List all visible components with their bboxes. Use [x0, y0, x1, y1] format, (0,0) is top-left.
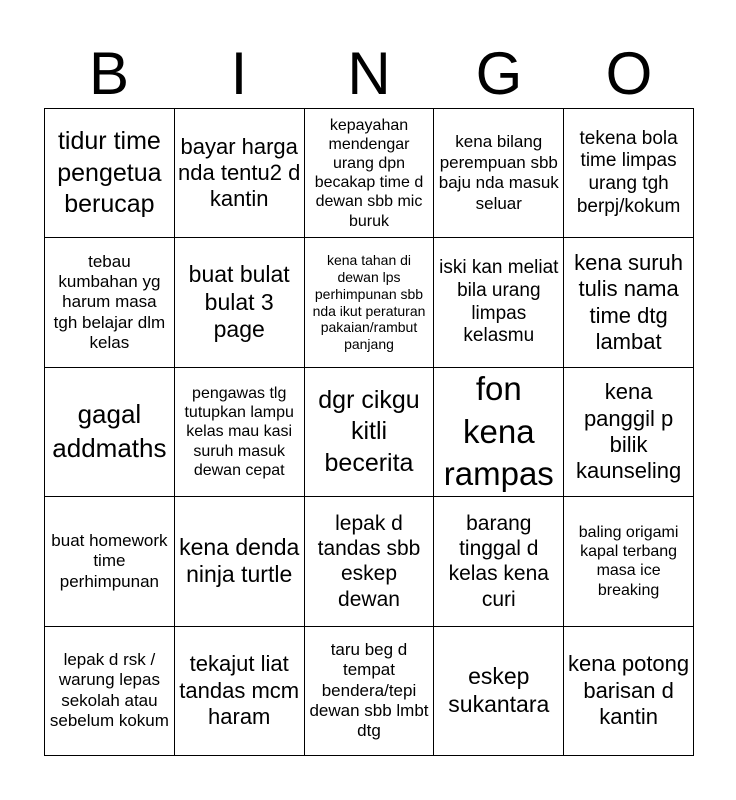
header-letter-n: N: [347, 40, 391, 107]
bingo-cell-text: barang tinggal d kelas kena curi: [448, 512, 549, 611]
bingo-cell-text: dgr cikgu kitli becerita: [318, 386, 420, 477]
bingo-cell[interactable]: [45, 497, 175, 626]
bingo-grid: [44, 108, 694, 756]
bingo-cell[interactable]: [564, 368, 694, 497]
bingo-cell[interactable]: [45, 368, 175, 497]
bingo-cell[interactable]: [305, 627, 435, 756]
header-letter-i: I: [230, 40, 248, 107]
bingo-cell-text: kena denda ninja turtle: [179, 533, 300, 588]
bingo-cell-text: gagal addmaths: [52, 399, 167, 463]
bingo-cell-text: bayar harga nda tentu2 d kantin: [178, 133, 301, 212]
bingo-cell-text: baling origami kapal terbang masa ice breaking: [578, 524, 679, 599]
bingo-cell-text: buat homework time perhimpunan: [51, 530, 168, 591]
bingo-cell[interactable]: [45, 238, 175, 367]
bingo-cell[interactable]: [305, 368, 435, 497]
bingo-cell-text: kepayahan mendengar urang dpn becakap time d dewan sbb mic buruk: [314, 116, 424, 230]
header-letter-b: B: [88, 40, 130, 107]
bingo-cell-text: tekena bola time limpas urang tgh berpj/kokum: [576, 127, 681, 217]
bingo-cell[interactable]: [564, 238, 694, 367]
bingo-cell[interactable]: [564, 109, 694, 238]
header-letter-o: O: [605, 40, 653, 107]
bingo-cell-text: tekajut liat tandas mcm haram: [179, 651, 300, 729]
bingo-cell[interactable]: [305, 497, 435, 626]
bingo-cell-text: kena bilang perempuan sbb baju nda masuk seluar: [438, 132, 559, 213]
bingo-cell[interactable]: [434, 368, 564, 497]
bingo-cell-text: tebau kumbahan yg harum masa tgh belajar dlm kelas: [53, 251, 166, 353]
bingo-cell-text: kena suruh tulis nama time dtg lambat: [574, 249, 684, 354]
bingo-cell[interactable]: [434, 109, 564, 238]
bingo-cell[interactable]: [434, 497, 564, 626]
bingo-cell[interactable]: [564, 627, 694, 756]
bingo-cell[interactable]: [434, 627, 564, 756]
bingo-cell-text: fon kena rampas: [443, 369, 554, 493]
bingo-cell[interactable]: [434, 238, 564, 367]
bingo-cell-text: kena potong barisan d kantin: [568, 651, 690, 729]
bingo-cell[interactable]: [45, 627, 175, 756]
bingo-cell[interactable]: [175, 109, 305, 238]
bingo-cell[interactable]: [175, 497, 305, 626]
bingo-cell-text: taru beg d tempat bendera/tepi dewan sbb lmbt dtg: [309, 639, 429, 741]
bingo-cell-text: lepak d rsk / warung lepas sekolah atau sebelum kokum: [49, 650, 169, 731]
bingo-cell-text: eskep sukantara: [448, 663, 550, 717]
bingo-cell-text: tidur time pengetua berucap: [57, 127, 162, 218]
bingo-cell-text: iski kan meliat bila urang limpas kelasmu: [439, 257, 559, 347]
bingo-cell-text: kena panggil p bilik kaunseling: [576, 379, 682, 484]
bingo-cell[interactable]: [45, 109, 175, 238]
bingo-cell[interactable]: [305, 238, 435, 367]
bingo-cell[interactable]: [175, 627, 305, 756]
bingo-cell-text: kena tahan di dewan lps perhimpunan sbb nda ikut peraturan pakaian/rambut panjang: [312, 252, 426, 353]
bingo-cell-text: buat bulat bulat 3 page: [188, 261, 290, 343]
bingo-cell[interactable]: [175, 368, 305, 497]
bingo-cell-text: pengawas tlg tutupkan lampu kelas mau kasi suruh masuk dewan cepat: [184, 385, 294, 479]
bingo-cell[interactable]: [564, 497, 694, 626]
bingo-cell[interactable]: [175, 238, 305, 367]
bingo-cell[interactable]: [305, 109, 435, 238]
header-letter-g: G: [475, 40, 523, 107]
bingo-header: [44, 40, 694, 108]
bingo-cell-text: lepak d tandas sbb eskep dewan: [317, 512, 421, 611]
